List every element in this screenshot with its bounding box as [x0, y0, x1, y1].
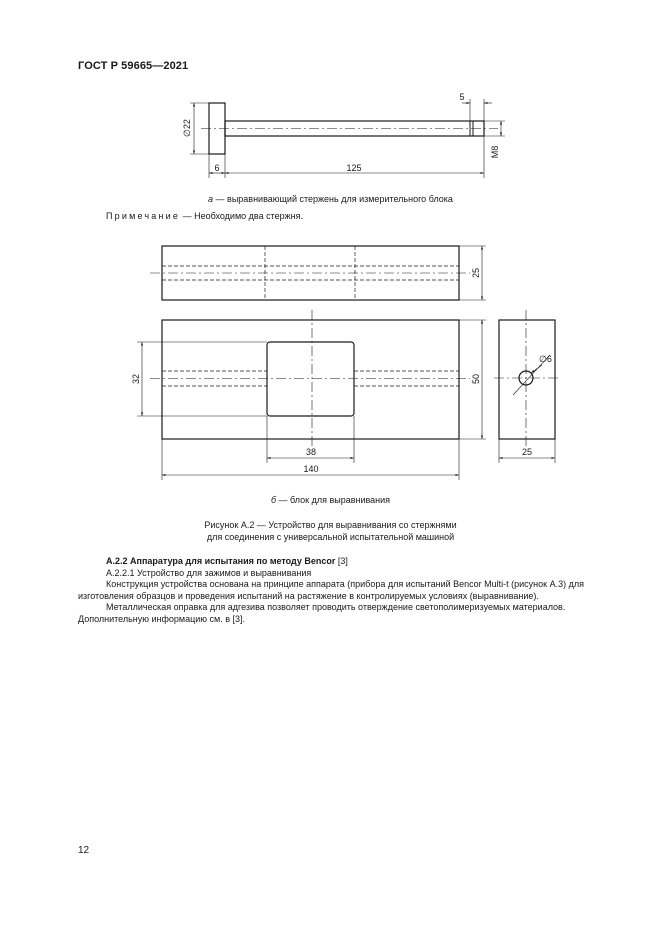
block-caption [0, 495, 661, 505]
rod-caption [0, 194, 661, 204]
block-caption-text: — блок для выравнивания [276, 495, 391, 505]
dim-rod-head-length: 6 [214, 163, 220, 173]
block-caption-letter: б [270, 495, 277, 505]
dim-rod-diameter: ∅22 [182, 119, 192, 137]
dim-block-length: 140 [303, 464, 319, 474]
subsection-heading: А.2.2.1 Устройство для зажимов и выравнивания [106, 567, 312, 578]
note-text: — Необходимо два стержня. [180, 211, 303, 221]
figure-title-line2: для соединения с универсальной испытательной машиной [206, 532, 455, 542]
note [106, 211, 303, 221]
note-label: Примечание [106, 211, 181, 221]
dim-rod-total-length: 125 [346, 163, 362, 173]
paragraph-1: Конструкция устройства основана на принципе аппарата (прибора для испытаний Bencor Multi-t (рисунок А.3) для изготовления образцов и проведения испытаний на растяжение в контролируемых условиях (выравнивание). [78, 579, 584, 601]
section-heading-ref: [3] [335, 556, 348, 566]
document-header: ГОСТ Р 59665—2021 [78, 60, 189, 72]
section-heading-bold: А.2.2 Аппаратура для испытания по методу Bencor [106, 556, 336, 566]
dim-block-top-height: 25 [471, 267, 481, 279]
dim-window-height: 32 [131, 373, 141, 385]
page-number: 12 [78, 845, 90, 856]
block-side-view [494, 310, 560, 463]
paragraph-2: Металлическая оправка для адгезива позволяет проводить отверждение светополимеризуемых материалов. Дополнительную информацию см. в [3]. [78, 602, 566, 624]
dim-block-height: 50 [471, 373, 481, 385]
section-a22 [78, 556, 618, 625]
dim-rod-thread-length: 5 [459, 92, 465, 102]
dim-side-width: 25 [521, 447, 533, 457]
rod-caption-text: — выравнивающий стержень для измерительного блока [213, 194, 453, 204]
block-window [267, 342, 354, 416]
dim-hole-diameter: ∅6 [539, 354, 552, 364]
section-heading [106, 556, 618, 568]
figure-title [0, 519, 661, 543]
dim-rod-thread: M8 [490, 145, 500, 159]
figure-title-line1: Рисунок А.2 — Устройство для выравнивания со стержнями [204, 520, 457, 530]
block-top-view [150, 246, 486, 300]
dim-window-width: 38 [305, 447, 317, 457]
rod-caption-letter: а [208, 194, 214, 204]
